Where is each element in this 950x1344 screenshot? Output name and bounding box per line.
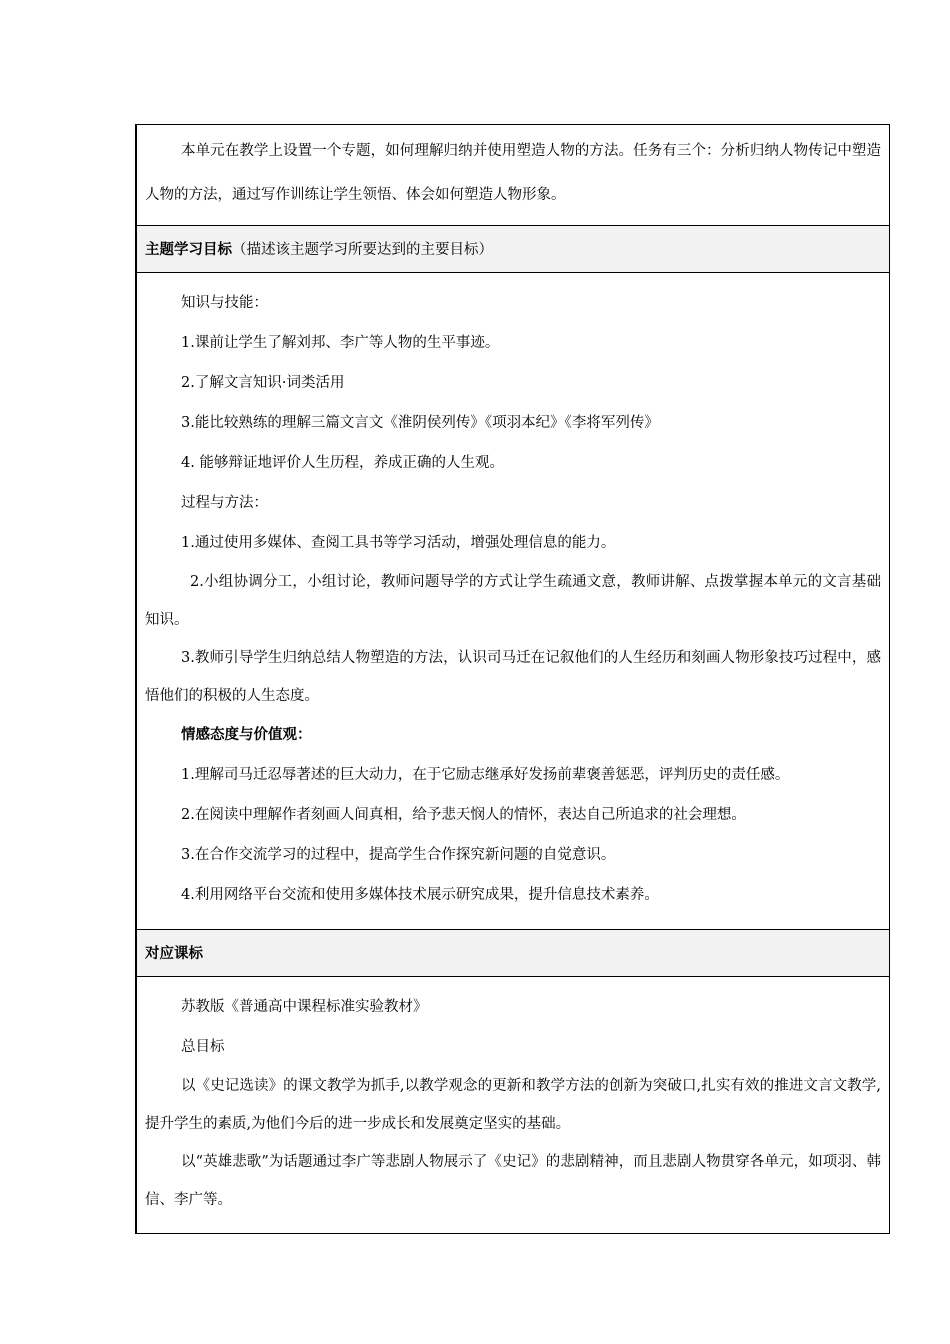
goals-title: 主题学习目标 xyxy=(145,242,232,258)
standards-header xyxy=(137,930,889,977)
knowledge-heading: 知识与技能： xyxy=(181,295,268,311)
textbook-line: 苏教版《普通高中课程标准实验教材》 xyxy=(181,999,428,1015)
standards-paragraph: 以“英雄悲歌”为话题通过李广等悲剧人物展示了《史记》的悲剧精神，而且悲剧人物贯穿各单元，如项羽、韩信、李广等。 xyxy=(145,1154,881,1208)
overall-heading: 总目标 xyxy=(181,1039,225,1055)
knowledge-item: 1.课前让学生了解刘邦、李广等人物的生平事迹。 xyxy=(181,335,500,351)
goals-header xyxy=(137,226,889,273)
values-item: 1.理解司马迁忍辱著述的巨大动力，在于它励志继承好发扬前辈褒善惩恶，评判历史的责任感。 xyxy=(181,767,790,783)
values-item: 3.在合作交流学习的过程中，提高学生合作探究新问题的自觉意识。 xyxy=(181,847,616,863)
goals-body xyxy=(137,273,889,930)
knowledge-item: 2.了解文言知识·词类活用 xyxy=(181,375,345,391)
standards-body xyxy=(137,977,889,1233)
lesson-plan-table xyxy=(135,124,890,1234)
process-heading: 过程与方法： xyxy=(181,495,268,511)
process-item: 1.通过使用多媒体、查阅工具书等学习活动，增强处理信息的能力。 xyxy=(181,535,616,551)
values-heading: 情感态度与价值观： xyxy=(181,727,312,743)
standards-paragraph: 以《史记选读》的课文教学为抓手,以教学观念的更新和教学方法的创新为突破口,扎实有效的推进文言文教学,提升学生的素质,为他们今后的进一步成长和发展奠定坚实的基础。 xyxy=(145,1078,881,1132)
intro-paragraph: 本单元在教学上设置一个专题，如何理解归纳并使用塑造人物的方法。任务有三个：分析归纳人物传记中塑造人物的方法，通过写作训练让学生领悟、体会如何塑造人物形象。 xyxy=(145,143,881,203)
values-item: 2.在阅读中理解作者刻画人间真相，给予悲天悯人的情怀，表达自己所追求的社会理想。 xyxy=(181,807,746,823)
knowledge-item: 4. 能够辩证地评价人生历程，养成正确的人生观。 xyxy=(181,455,504,471)
knowledge-item: 3.能比较熟练的理解三篇文言文《淮阴侯列传》《项羽本纪》《李将军列传》 xyxy=(181,415,659,431)
goals-subtitle: （描述该主题学习所要达到的主要目标） xyxy=(232,242,493,258)
intro-section xyxy=(137,125,889,226)
process-item: 2.小组协调分工，小组讨论，教师问题导学的方式让学生疏通文意，教师讲解、点拨掌握本单元的文言基础知识。 xyxy=(145,574,881,628)
values-item: 4.利用网络平台交流和使用多媒体技术展示研究成果，提升信息技术素养。 xyxy=(181,887,659,903)
standards-title: 对应课标 xyxy=(145,946,203,962)
process-item: 3.教师引导学生归纳总结人物塑造的方法，认识司马迁在记叙他们的人生经历和刻画人物形象技巧过程中，感悟他们的积极的人生态度。 xyxy=(145,650,881,704)
